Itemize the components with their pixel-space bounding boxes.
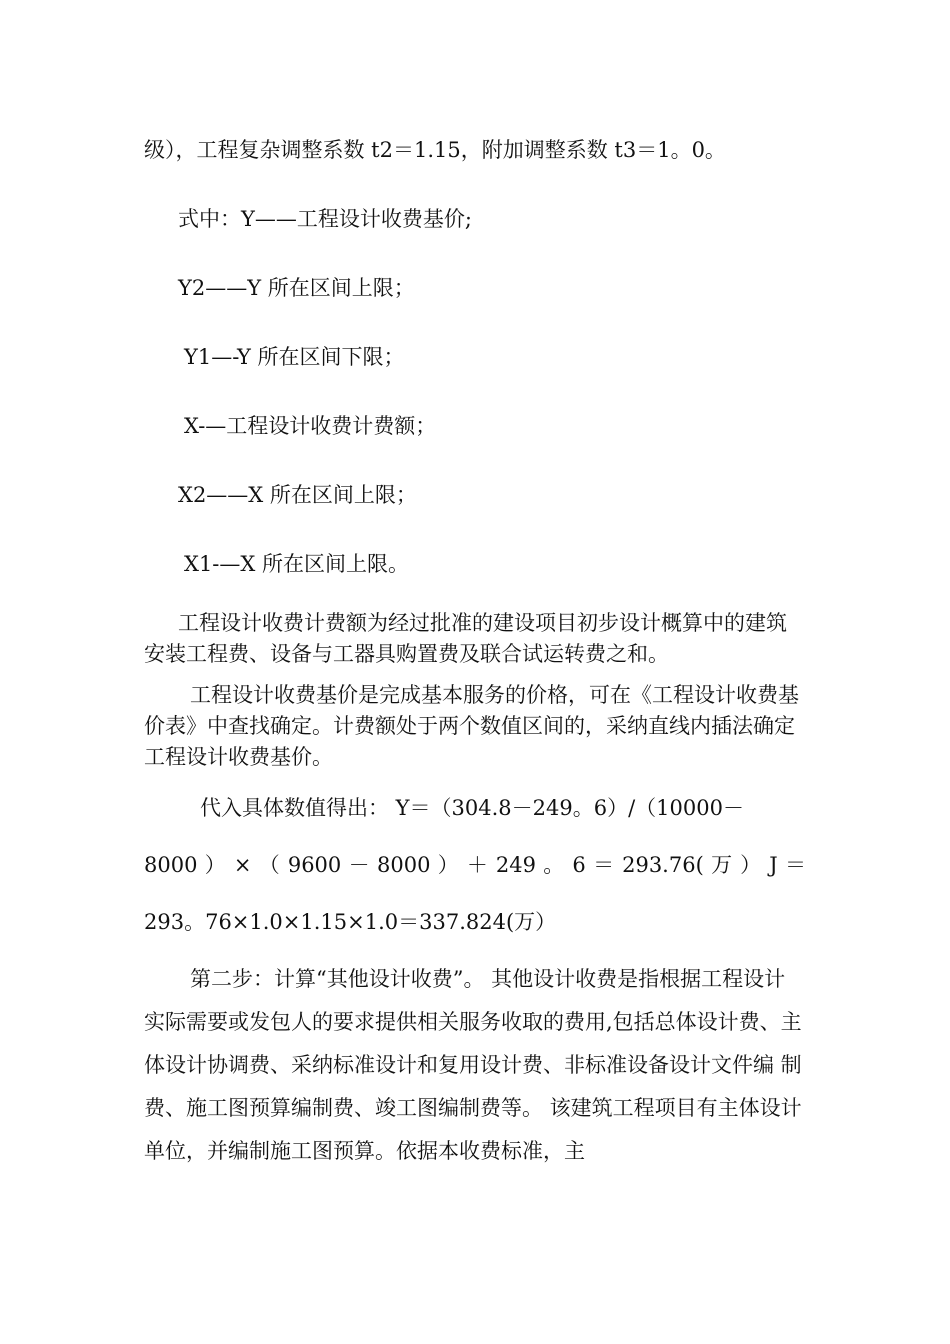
text-line-x1-definition: X1-—X 所在区间上限。 <box>184 552 410 576</box>
text-line-x2-definition: X2——X 所在区间上限； <box>178 483 417 507</box>
text-line-y1-definition: Y1—-Y 所在区间下限； <box>184 345 405 369</box>
formula-line-3: 293。76×1.0×1.15×1.0＝337.824(万） <box>144 910 557 934</box>
text-line-adjustment-factors: 级），工程复杂调整系数 t2＝1.15，附加调整系数 t3＝1。0。 <box>144 138 726 162</box>
formula-line-2: 8000 ） × （ 9600 － 8000 ） ＋ 249 。 6 ＝ 293.76( 万 ） J ＝ <box>144 853 806 877</box>
text-line-x-definition: X-—工程设计收费计费额； <box>184 414 437 438</box>
paragraph-base-price: 工程设计收费基价是完成基本服务的价格，可在《工程设计收费基价表》中查找确定。计费额处于两个数值区间的，采纳直线内插法确定工程设计收费基价。 <box>144 683 799 769</box>
text-line-y2-definition: Y2——Y 所在区间上限； <box>178 276 415 300</box>
text-line-y-definition: 式中：Y——工程设计收费基价; <box>178 207 472 231</box>
paragraph-step-two: 第二步：计算“其他设计收费”。 其他设计收费是指根据工程设计实际需要或发包人的要求提供相关服务收取的费用,包括总体设计费、主体设计协调费、采纳标准设计和复用设计费、非标准设备设计文件编 制费、施工图预算编制费、竣工图编制费等。 该建筑工程项目有主体设计单位，并编制施工图预算。依据本收费标准，主 <box>144 967 802 1163</box>
paragraph-fee-basis: 工程设计收费计费额为经过批准的建设项目初步设计概算中的建筑安装工程费、设备与工器具购置费及联合试运转费之和。 <box>144 611 787 666</box>
formula-line-1: 代入具体数值得出： Y＝（304.8－249。6）/（10000－ <box>200 796 744 820</box>
